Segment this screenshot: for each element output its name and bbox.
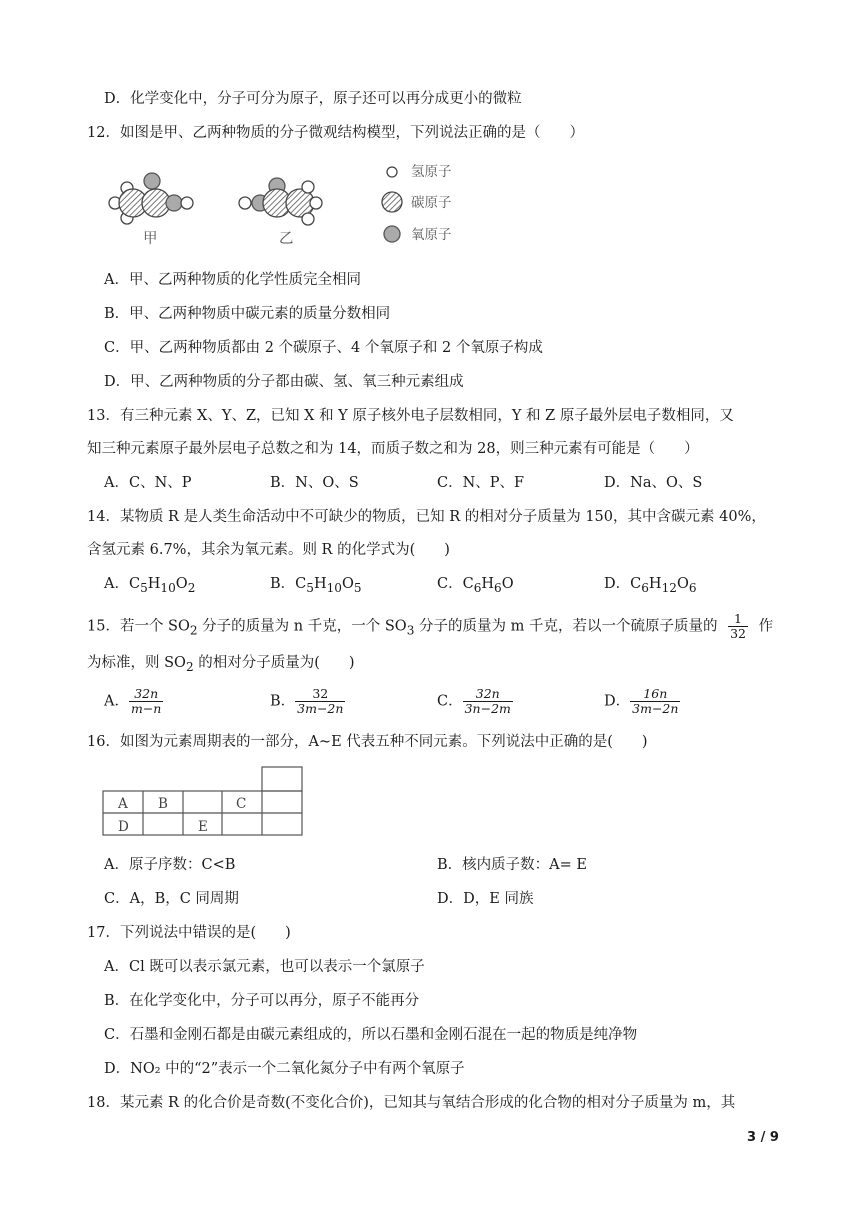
legend-hydrogen: 氢原子	[411, 164, 452, 180]
q16-option-d: D．D，E 同族	[437, 891, 534, 907]
q17-option-b: B．在化学变化中，分子可以再分，原子不能再分	[104, 993, 420, 1009]
q15-stem-line1: 15．若一个 $SO_2$ 分子的质量为 n 千克，一个 $SO_3$ 分子的质量为 m 千克，若以一个硫原子质量的 $\frac{1}{32}$ 作	[87, 611, 774, 641]
q17-stem: 17．下列说法中错误的是( )	[87, 925, 291, 941]
q11-option-d: D．化学变化中，分子可分为原子，原子还可以再分成更小的微粒	[104, 91, 522, 107]
q13-stem-line1: 13．有三种元素 X、Y、Z，已知 X 和 Y 原子核外电子层数相同，Y 和 Z 原子最外层电子数相同，又	[87, 408, 734, 424]
q15-option-c: C． $\frac{32n}{3n-2m}$	[437, 686, 511, 716]
cell-a: A	[118, 796, 128, 812]
q13-stem-line2: 知三种元素原子最外层电子总数之和为 14，而质子数之和为 28，则三种元素有可能是（ ）	[87, 441, 699, 457]
q17-option-a: A．Cl 既可以表示氯元素，也可以表示一个氯原子	[104, 959, 425, 975]
q18-stem: 18．某元素 R 的化合价是奇数(不变化合价)，已知其与氧结合形成的化合物的相对分子质量为 m，其	[87, 1095, 736, 1111]
cell-c: C	[236, 796, 247, 812]
q12-option-b: B．甲、乙两种物质中碳元素的质量分数相同	[104, 306, 391, 322]
q12-option-c: C．甲、乙两种物质都由 2 个碳原子、4 个氧原子和 2 个氧原子构成	[104, 340, 543, 356]
q14-option-d: D．$C_6H_{12}O_6$	[604, 576, 697, 595]
q17-option-d: D．NO₂ 中的“2”表示一个二氧化氮分子中有两个氧原子	[104, 1061, 465, 1077]
q15-option-a: A． $\frac{32n}{m-n}$	[104, 686, 162, 716]
q16-option-a: A．原子序数：C<B	[104, 857, 236, 873]
q13-option-a: A．C、N、P	[104, 475, 192, 491]
q15-option-b: B． $\frac{32}{3m-2n}$	[270, 686, 344, 716]
page-number: 3 / 9	[747, 1130, 779, 1145]
q15-stem-line2: 为标准，则 $SO_2$ 的相对分子质量为( )	[87, 655, 355, 674]
q14-stem-line2: 含氢元素 6.7%，其余为氧元素。则 R 的化学式为( )	[87, 542, 450, 558]
label-jia: 甲	[143, 231, 158, 247]
q14-stem-line1: 14．某物质 R 是人类生命活动中不可缺少的物质，已知 R 的相对分子质量为 150，其中含碳元素 40%，	[87, 509, 766, 525]
q12-stem: 12．如图是甲、乙两种物质的分子微观结构模型，下列说法正确的是（ ）	[87, 125, 584, 141]
cell-b: B	[158, 796, 168, 812]
molecule-yi	[239, 178, 322, 225]
q15-option-d: D． $\frac{16n}{3m-2n}$	[604, 686, 679, 716]
legend-carbon: 碳原子	[411, 195, 452, 211]
q12-option-a: A．甲、乙两种物质的化学性质完全相同	[104, 272, 361, 288]
q16-stem: 16．如图为元素周期表的一部分，A~E 代表五种不同元素。下列说法中正确的是( )	[87, 734, 648, 750]
oxygen-legend-icon	[384, 226, 400, 242]
q16-option-c: C．A，B，C 同周期	[104, 891, 239, 907]
cell-e: E	[198, 819, 208, 835]
q14-option-c: C．$C_6H_6O$	[437, 576, 514, 595]
q14-option-b: B．$C_5H_{10}O_5$	[270, 576, 362, 595]
label-yi: 乙	[279, 231, 294, 247]
molecule-jia	[109, 173, 193, 224]
carbon-legend-icon	[382, 192, 402, 212]
q16-option-b: B．核内质子数：A= E	[437, 857, 587, 873]
q13-option-b: B．N、O、S	[270, 475, 359, 491]
legend-oxygen: 氧原子	[411, 227, 452, 243]
q14-option-a: A．$C_5H_{10}O_2$	[104, 576, 196, 595]
cell-d: D	[118, 819, 129, 835]
one-thirty-second-fraction: $\frac{1}{32}$	[730, 611, 746, 641]
q13-option-d: D．Na、O、S	[604, 475, 703, 491]
hydrogen-legend-icon	[387, 167, 397, 177]
q13-option-c: C．N、P、F	[437, 475, 525, 491]
q17-option-c: C．石墨和金刚石都是由碳元素组成的，所以石墨和金刚石混在一起的物质是纯净物	[104, 1027, 638, 1043]
q12-option-d: D．甲、乙两种物质的分子都由碳、氢、氧三种元素组成	[104, 374, 464, 390]
